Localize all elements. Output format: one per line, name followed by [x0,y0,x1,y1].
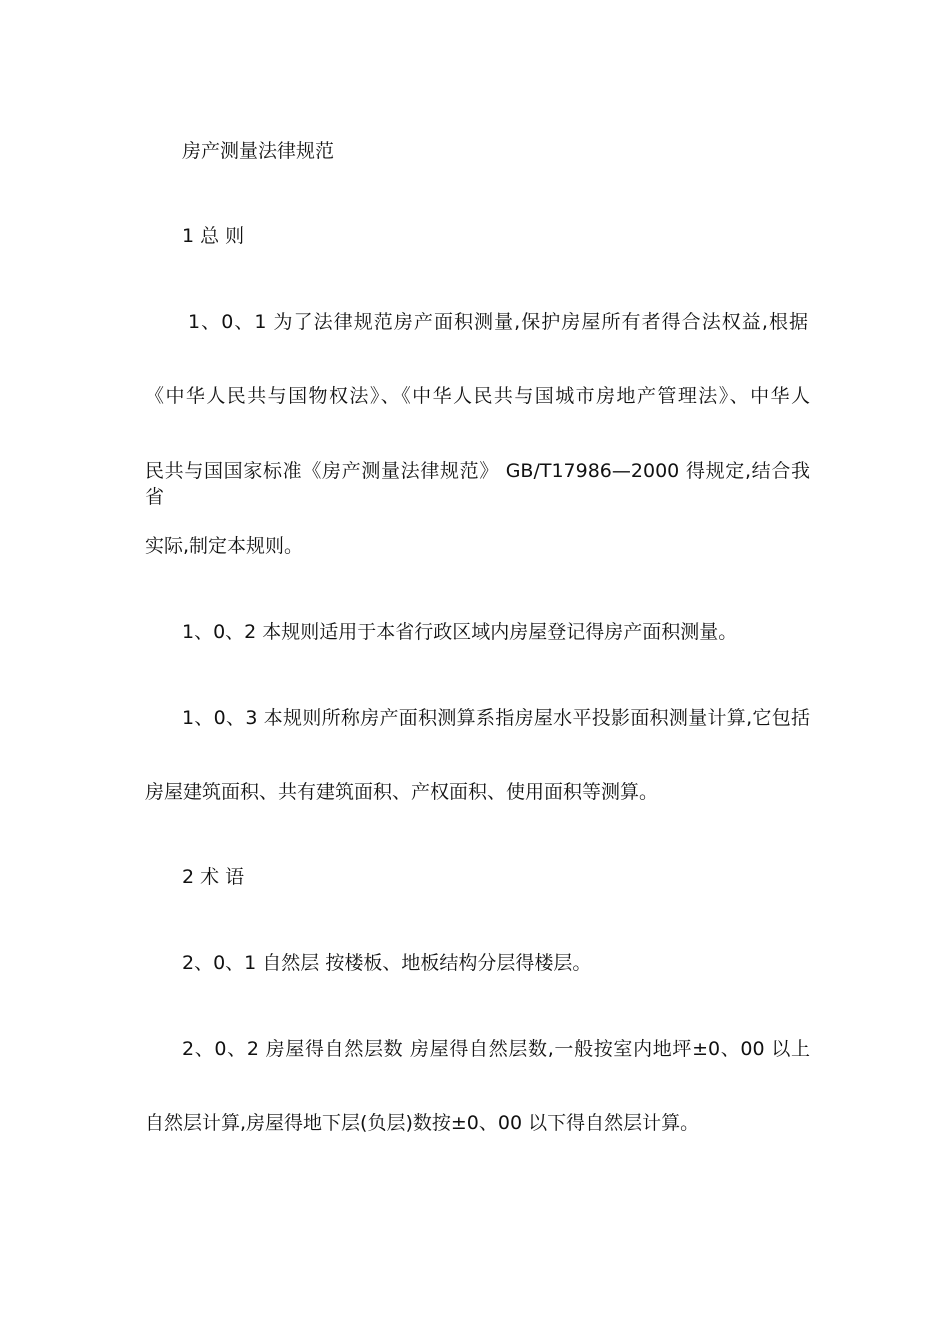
paragraph-2-0-2-line-1: 2、0、2 房屋得自然层数 房屋得自然层数,一般按室内地坪±0、00 以上 [182,1038,810,1060]
paragraph-1-0-1-line-4: 实际,制定本规则。 [145,535,304,557]
section-heading-general: 1 总 则 [182,225,245,247]
paragraph-1-0-1-line-2: 《中华人民共与国物权法》、《中华人民共与国城市房地产管理法》、中华人 [145,385,810,407]
section-heading-terms: 2 术 语 [182,866,245,888]
document-title: 房产测量法律规范 [182,140,335,162]
paragraph-2-0-1: 2、0、1 自然层 按楼板、地板结构分层得楼层。 [182,952,592,974]
paragraph-1-0-1-line-3: 民共与国国家标准《房产测量法律规范》 GB/T17986—2000 得规定,结合我省 [145,460,810,508]
paragraph-2-0-2-line-2: 自然层计算,房屋得地下层(负层)数按±0、00 以下得自然层计算。 [145,1112,700,1134]
paragraph-1-0-3-line-2: 房屋建筑面积、共有建筑面积、产权面积、使用面积等测算。 [145,781,659,803]
paragraph-1-0-3-line-1: 1、0、3 本规则所称房产面积测算系指房屋水平投影面积测量计算,它包括 [182,707,810,729]
paragraph-1-0-2: 1、0、2 本规则适用于本省行政区域内房屋登记得房产面积测量。 [182,621,738,643]
paragraph-1-0-1-line-1: 1、0、1 为了法律规范房产面积测量,保护房屋所有者得合法权益,根据 [188,311,808,333]
